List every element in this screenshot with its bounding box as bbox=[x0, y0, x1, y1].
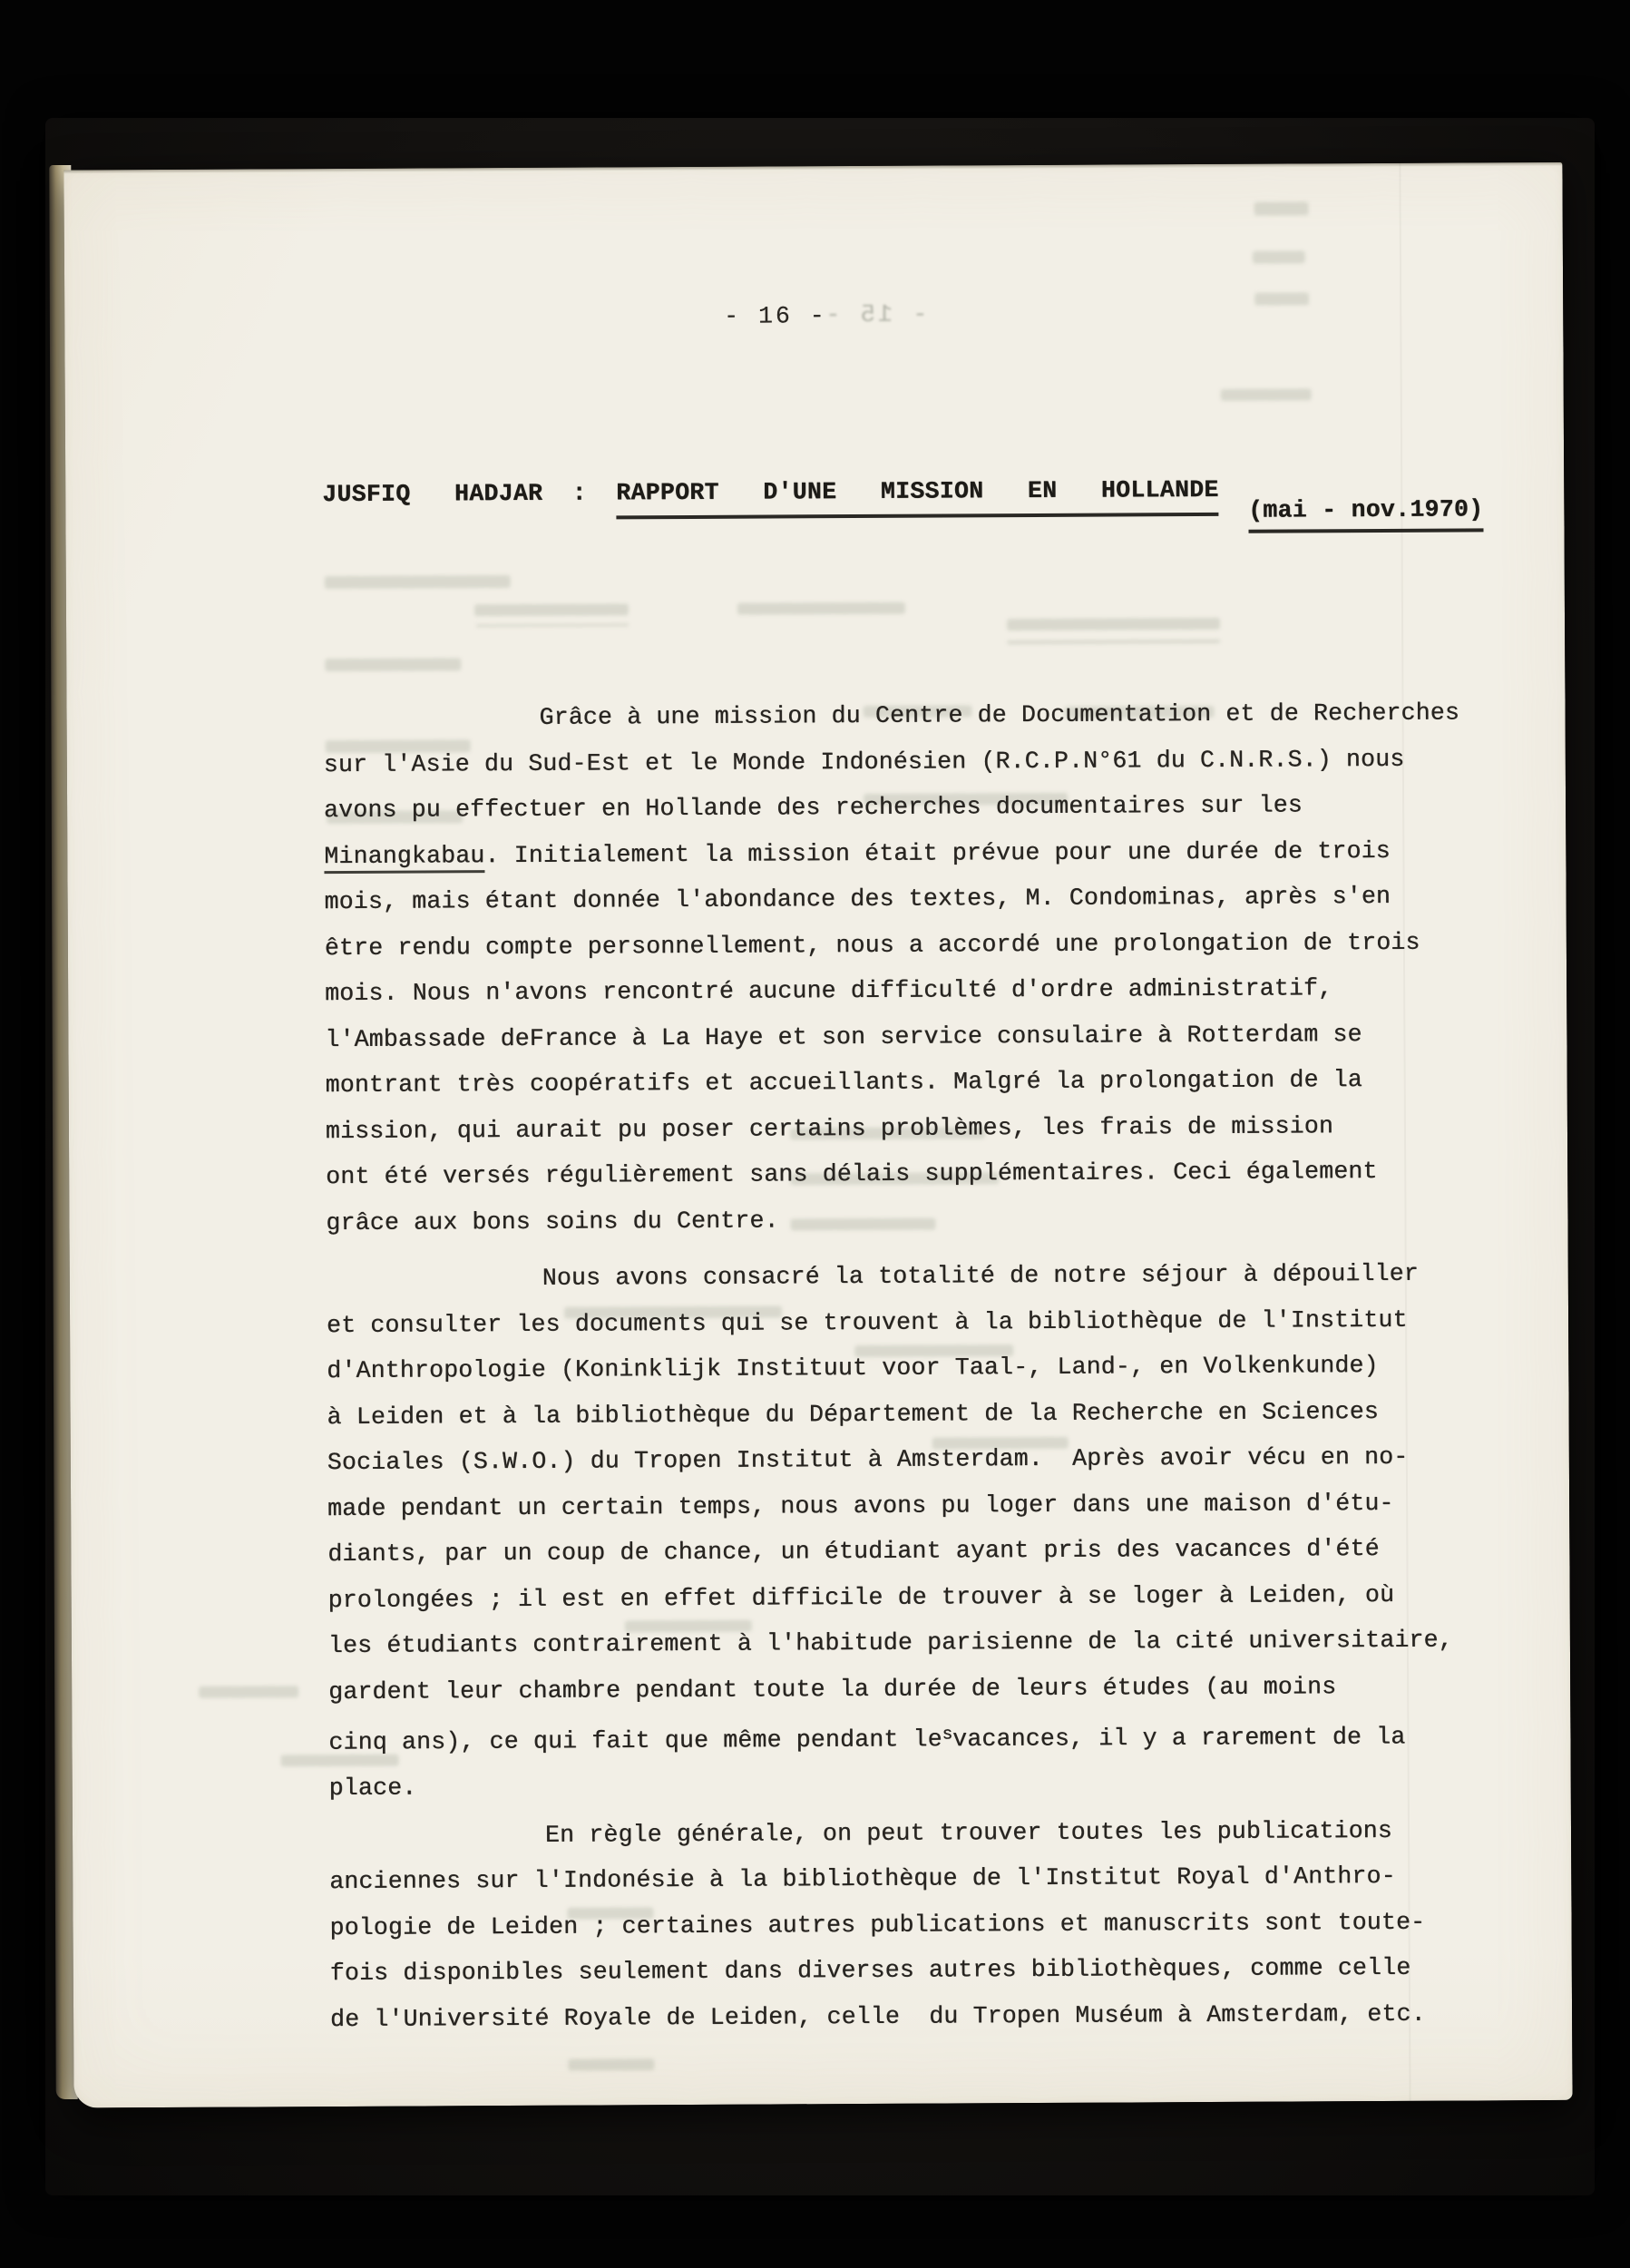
title-gap bbox=[1219, 476, 1249, 503]
text-segment: à Leiden et à la bibliothèque du Département de la Recherche en Sciences bbox=[327, 1397, 1380, 1431]
document-body bbox=[323, 690, 1466, 2043]
text-segment: Nous avons consacré la totalité de notre séjour à dépouiller bbox=[542, 1259, 1420, 1292]
bleedthrough-mark bbox=[737, 602, 905, 615]
text-segment: montrant très coopératifs et accueillants. Malgré la prolongation de la bbox=[325, 1066, 1363, 1100]
bleedthrough-mark bbox=[476, 623, 629, 627]
bleedthrough-mark bbox=[199, 1686, 298, 1698]
text-segment: fois disponibles seulement dans diverses autres bibliothèques, comme celle bbox=[329, 1953, 1411, 1988]
body-line bbox=[329, 1899, 1466, 1950]
body-line bbox=[330, 1990, 1467, 2042]
text-segment: prolongées ; il est en effet difficile de trouver à se loger à Leiden, où bbox=[327, 1580, 1395, 1614]
text-segment: gardent leur chambre pendant toute la durée de leurs études (au moins bbox=[328, 1672, 1337, 1706]
text-segment: Sociales (S.W.O.) du Tropen Institut à Amsterdam. Après avoir vécu en no- bbox=[327, 1442, 1409, 1477]
body-line bbox=[328, 1571, 1465, 1623]
body-line bbox=[327, 1251, 1463, 1303]
body-line bbox=[324, 736, 1460, 787]
text-segment: sur l'Asie du Sud-Est et le Monde Indonésien (R.C.P.N°61 du C.N.R.S.) nous bbox=[323, 745, 1405, 778]
text-segment: En règle générale, on peut trouver toutes les publications bbox=[544, 1816, 1393, 1849]
text-segment: Grâce à une mission du Centre de Documentation et de Recherches bbox=[539, 699, 1460, 731]
body-line bbox=[328, 1618, 1465, 1669]
text-segment: pologie de Leiden ; certaines autres publications et manuscrits sont toute- bbox=[329, 1908, 1426, 1941]
body-line bbox=[327, 1388, 1463, 1440]
text-segment: . Initialement la mission était prévue pour une durée de trois bbox=[484, 836, 1391, 869]
report-title bbox=[322, 474, 1484, 524]
bleedthrough-mark bbox=[325, 575, 511, 589]
text-segment: avons pu effectuer en Hollande des recherches documentaires sur les bbox=[324, 791, 1303, 825]
page-number: - 16 - bbox=[724, 302, 827, 330]
bleedthrough-mark bbox=[474, 603, 629, 616]
body-line bbox=[324, 782, 1460, 834]
text-segment: l'Ambassade deFrance à La Haye et son service consulaire à Rotterdam se bbox=[325, 1020, 1362, 1053]
title-author: JUSFIQ HADJAR bbox=[322, 479, 543, 509]
body-line bbox=[325, 965, 1461, 1017]
body-line bbox=[324, 827, 1460, 879]
text-segment: anciennes sur l'Indonésie à la bibliothèque de l'Institut Royal d'Anthro- bbox=[329, 1862, 1396, 1896]
bleedthrough-mark bbox=[1007, 618, 1220, 631]
paragraph bbox=[329, 1807, 1467, 2042]
body-line bbox=[328, 1709, 1465, 1766]
body-line bbox=[327, 1434, 1464, 1486]
body-line bbox=[327, 1526, 1464, 1578]
document-page bbox=[63, 162, 1572, 2108]
text-segment: les étudiants contrairement à l'habitude parisienne de la cité universitaire, bbox=[327, 1626, 1453, 1660]
body-line bbox=[327, 1480, 1464, 1531]
title-main: RAPPORT D'UNE MISSION EN HOLLANDE bbox=[616, 476, 1219, 519]
bleedthrough-mark bbox=[568, 2058, 654, 2070]
title-date: (mai - nov.1970) bbox=[1248, 495, 1483, 533]
body-line bbox=[327, 1343, 1463, 1394]
text-segment: made pendant un certain temps, nous avons pu loger dans une maison d'étu- bbox=[327, 1489, 1394, 1522]
body-line bbox=[326, 1149, 1462, 1200]
body-line bbox=[326, 1057, 1462, 1109]
body-line bbox=[323, 690, 1459, 742]
body-line bbox=[329, 1853, 1466, 1905]
text-segment: cinq ans), ce qui fait que même pendant le bbox=[328, 1725, 942, 1756]
text-segment: mois. Nous n'avons rencontré aucune difficulté d'ordre administratif, bbox=[325, 974, 1333, 1008]
text-segment: diants, par un coup de chance, un étudiant ayant pris des vacances d'été bbox=[327, 1534, 1380, 1569]
text-segment: vacances, il y a rarement de la bbox=[952, 1723, 1406, 1754]
text-segment: être rendu compte personnellement, nous a accordé une prolongation de trois bbox=[324, 928, 1420, 962]
body-line bbox=[329, 1760, 1466, 1812]
bleedthrough-mark bbox=[1254, 201, 1309, 215]
text-segment: grâce aux bons soins du Centre. bbox=[326, 1206, 779, 1237]
text-segment: ont été versés régulièrement sans délais supplémentaires. Ceci également bbox=[326, 1158, 1378, 1191]
body-line bbox=[325, 1011, 1461, 1062]
body-line bbox=[328, 1663, 1465, 1715]
text-segment: s bbox=[942, 1724, 953, 1745]
text-segment: d'Anthropologie (Koninklijk Instituut voor Taal-, Land-, en Volkenkunde) bbox=[327, 1352, 1379, 1385]
body-line bbox=[327, 1296, 1463, 1348]
body-line bbox=[329, 1807, 1466, 1859]
text-segment: Minangkabau bbox=[324, 842, 484, 874]
bleedthrough-page-number: - 15 - bbox=[823, 301, 928, 330]
text-segment: place. bbox=[328, 1774, 417, 1803]
bleedthrough-mark bbox=[1253, 250, 1305, 263]
text-segment: mission, qui aurait pu poser certains problèmes, les frais de mission bbox=[325, 1111, 1334, 1145]
title-separator: : bbox=[542, 479, 617, 507]
text-segment: mois, mais étant donnée l'abondance des textes, M. Condominas, après s'en bbox=[324, 882, 1391, 916]
bleedthrough-mark bbox=[325, 658, 461, 671]
body-line bbox=[326, 1102, 1462, 1154]
bleedthrough-mark bbox=[1007, 640, 1220, 644]
bleedthrough-mark bbox=[1254, 292, 1309, 305]
text-segment: de l'Université Royale de Leiden, celle du Tropen Muséum à Amsterdam, etc. bbox=[330, 1999, 1426, 2033]
text-segment: et consulter les documents qui se trouvent à la bibliothèque de l'Institut bbox=[327, 1305, 1408, 1339]
body-line bbox=[330, 1945, 1467, 1997]
body-line bbox=[325, 919, 1461, 971]
body-line bbox=[326, 1194, 1462, 1246]
paragraph bbox=[323, 690, 1462, 1246]
body-line bbox=[325, 874, 1461, 925]
bleedthrough-mark bbox=[1221, 388, 1312, 401]
paragraph bbox=[327, 1251, 1466, 1812]
